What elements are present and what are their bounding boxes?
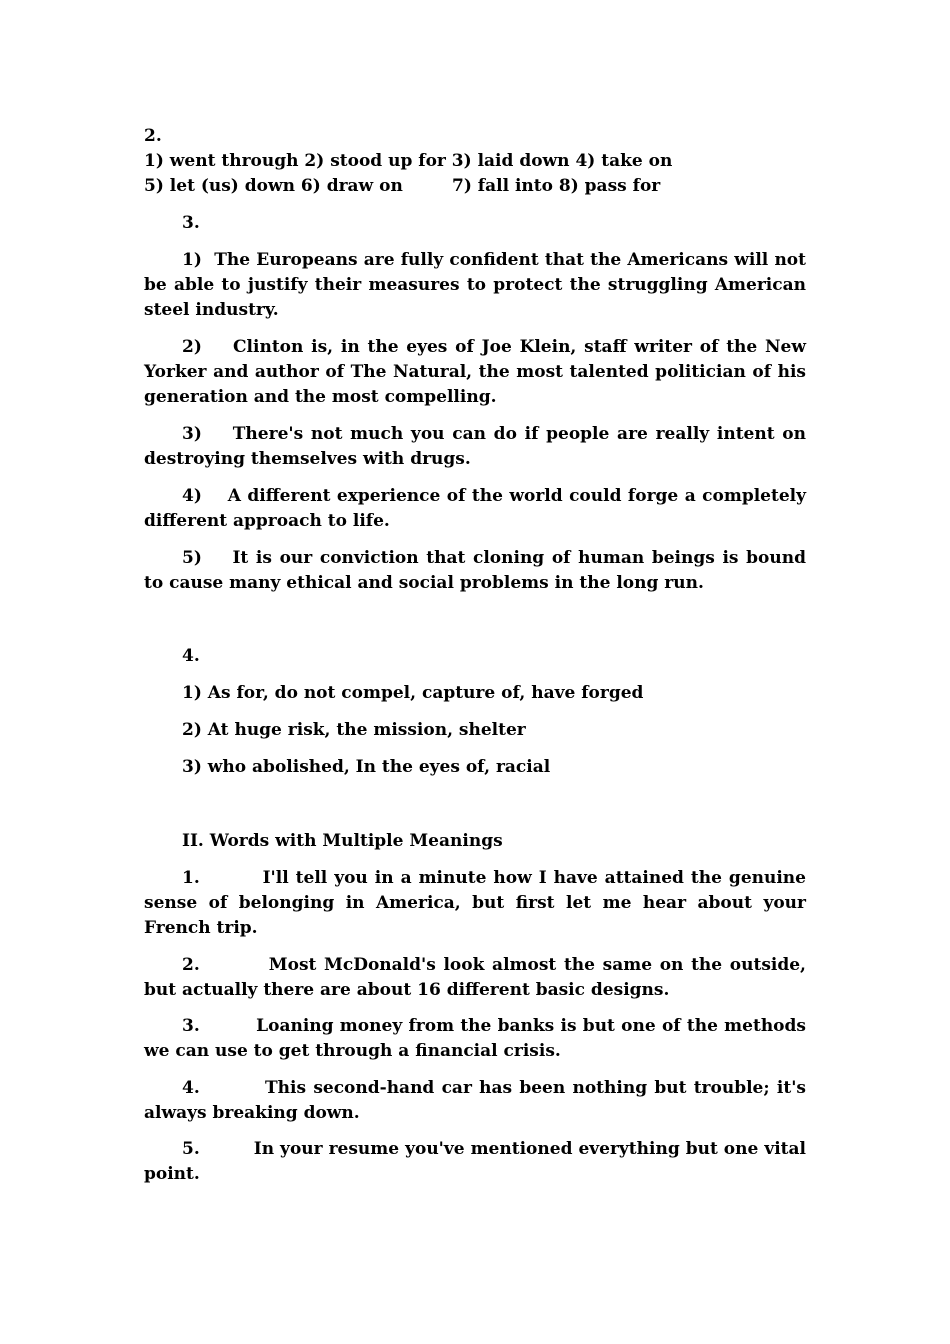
item-number: 1) [182, 250, 202, 270]
item-number: 5) [182, 548, 202, 568]
section-4-item-2: 2) At huge risk, the mission, shelter [182, 720, 526, 740]
item-text: In your resume you've mentioned everything but one vital point. [144, 1139, 806, 1184]
item-number: 1. [182, 868, 200, 888]
item-text: Clinton is, in the eyes of Joe Klein, staff writer of the New Yorker and author of The Natural, the most talented politician of his generation and the most compelling. [144, 337, 806, 407]
part-2-item-3 [144, 1014, 806, 1064]
section-4-heading: 4. [182, 646, 200, 666]
part-2-item-1 [144, 866, 806, 941]
item-text: The Europeans are fully confident that the Americans will not be able to justify their measures to protect the struggling American steel industry. [144, 250, 807, 320]
section-3-item-1 [144, 248, 806, 323]
item-text: A different experience of the world could forge a completely different approach to life. [144, 486, 807, 531]
section-2-heading: 2. [144, 126, 162, 146]
item-number: 3) [182, 424, 202, 444]
section-3-item-3 [144, 422, 806, 472]
item-text: It is our conviction that cloning of human beings is bound to cause many ethical and social problems in the long run. [144, 548, 806, 593]
part-2-heading: II. Words with Multiple Meanings [182, 831, 503, 851]
item-number: 4) [182, 486, 202, 506]
item-number: 3. [182, 1016, 200, 1036]
item-text: There's not much you can do if people are really intent on destroying themselves with drugs. [144, 424, 806, 469]
item-number: 2. [182, 955, 200, 975]
section-2-line-2a: 5) let (us) down 6) draw on [144, 176, 403, 196]
item-number: 4. [182, 1078, 200, 1098]
section-3-item-4 [144, 484, 806, 534]
item-text: This second-hand car has been nothing but trouble; it's always breaking down. [144, 1078, 806, 1123]
section-3-item-5 [144, 546, 806, 596]
item-text: Most McDonald's look almost the same on the outside, but actually there are about 16 different basic designs. [144, 955, 806, 1000]
section-2-line-2b: 7) fall into 8) pass for [452, 176, 661, 196]
part-2-item-5 [144, 1137, 806, 1187]
item-text: Loaning money from the banks is but one of the methods we can use to get through a financial crisis. [144, 1016, 806, 1061]
item-number: 2) [182, 337, 202, 357]
section-3-item-2 [144, 335, 806, 410]
part-2-item-4 [144, 1076, 806, 1126]
section-4-item-1: 1) As for, do not compel, capture of, have forged [182, 683, 644, 703]
section-4-item-3: 3) who abolished, In the eyes of, racial [182, 757, 551, 777]
section-2-line-1: 1) went through 2) stood up for 3) laid down 4) take on [144, 151, 673, 171]
section-3-heading: 3. [182, 213, 200, 233]
part-2-item-2 [144, 953, 806, 1003]
item-number: 5. [182, 1139, 200, 1159]
item-text: I'll tell you in a minute how I have attained the genuine sense of belonging in America, but first let me hear about your French trip. [144, 868, 806, 938]
